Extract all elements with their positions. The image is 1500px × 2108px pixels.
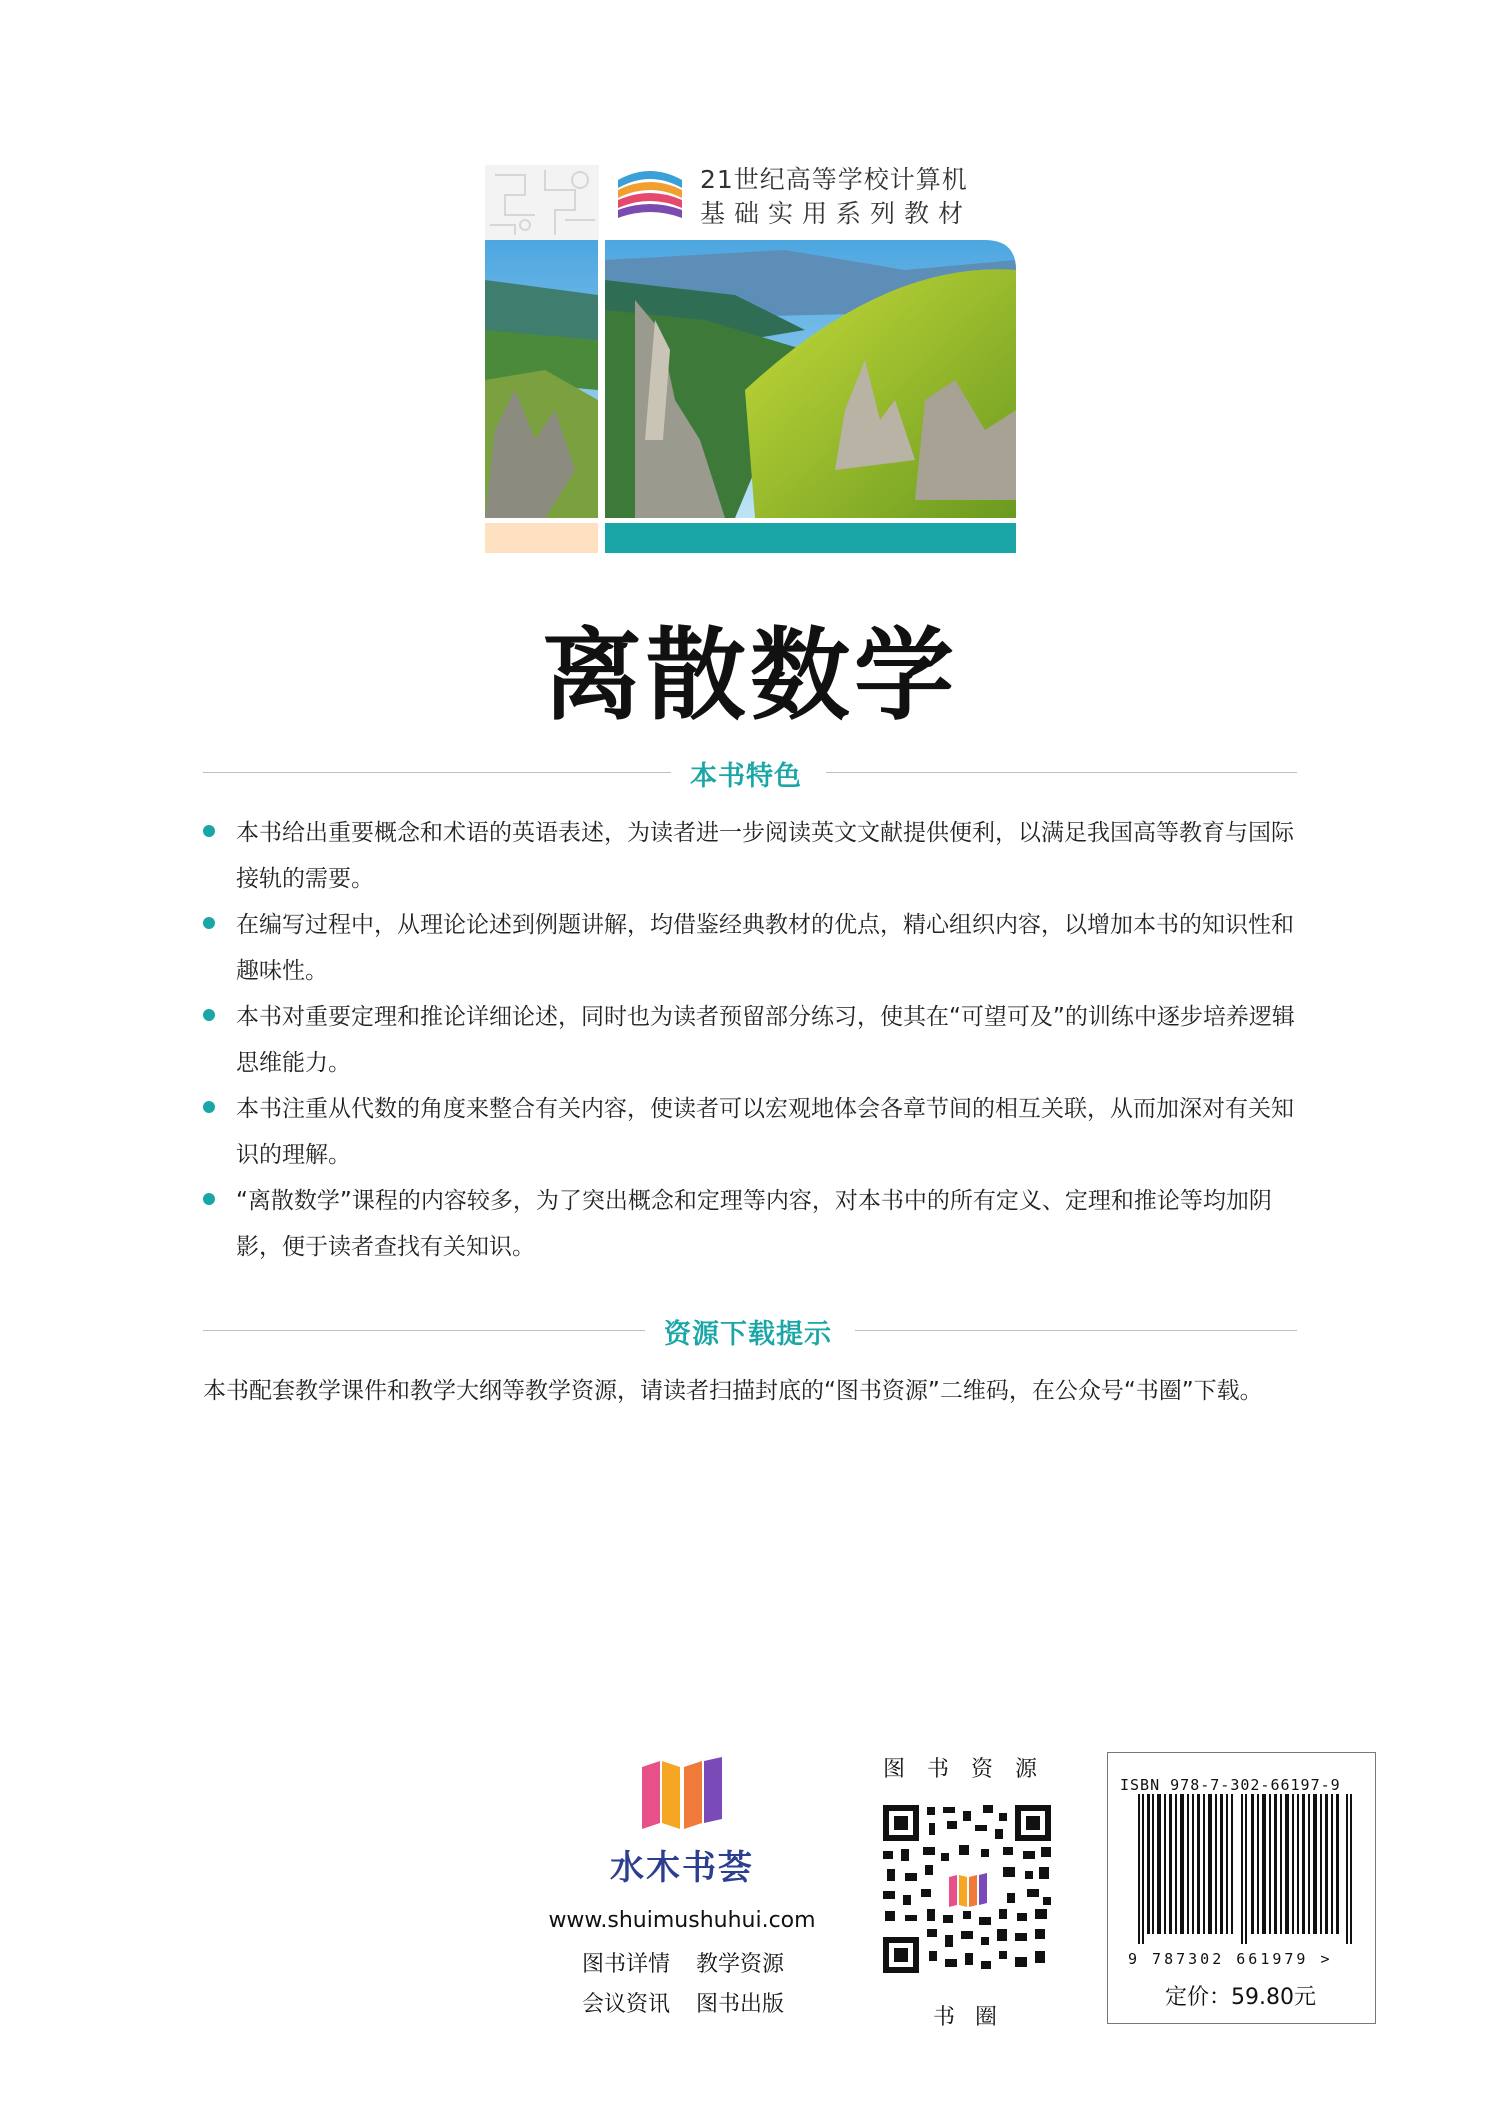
- qr-code-icon[interactable]: [883, 1805, 1051, 1973]
- bullet-icon: [203, 1009, 215, 1021]
- resources-divider-right: [855, 1330, 1297, 1331]
- feature-text: “离散数学”课程的内容较多，为了突出概念和定理等内容，对本书中的所有定义、定理和推论等均加阴影，便于读者查找有关知识。: [236, 1188, 1272, 1260]
- feature-item: [203, 1178, 1303, 1270]
- feature-text: 本书注重从代数的角度来整合有关内容，使读者可以宏观地体会各章节间的相互关联，从而加深对有关知识的理解。: [236, 1096, 1294, 1168]
- barcode-icon: [1138, 1794, 1356, 1944]
- decorative-strip-teal: [605, 523, 1016, 553]
- bullet-icon: [203, 825, 215, 837]
- link-teaching-resources[interactable]: 教学资源: [696, 1952, 785, 1977]
- feature-item: [203, 902, 1303, 994]
- qr-caption: 书圈: [933, 2005, 1018, 2030]
- cover-landscape-image: [485, 240, 1016, 518]
- barcode-digits: 9 787302 661979 >: [1128, 1950, 1333, 1968]
- decorative-pattern: [485, 165, 599, 240]
- link-conference-news[interactable]: 会议资讯: [582, 1992, 671, 2017]
- bullet-icon: [203, 1193, 215, 1205]
- feature-text: 本书给出重要概念和术语的英语表述，为读者进一步阅读英文文献提供便利，以满足我国高等教育与国际接轨的需要。: [236, 820, 1294, 892]
- publisher-logo-icon: [638, 1757, 726, 1829]
- isbn-label: ISBN 978-7-302-66197-9: [1120, 1776, 1341, 1794]
- publisher-url[interactable]: www.shuimushuhui.com: [548, 1908, 816, 1933]
- features-divider-left: [203, 772, 671, 773]
- publisher-name: 水木书荟: [610, 1848, 754, 1888]
- price-label: 定价：59.80元: [1165, 1985, 1316, 2010]
- link-book-publishing[interactable]: 图书出版: [696, 1992, 785, 2017]
- series-name-line1: 21世纪高等学校计算机: [700, 165, 968, 194]
- series-name-line2: 基础实用系列教材: [700, 199, 973, 228]
- feature-item: [203, 994, 1303, 1086]
- resources-heading: 资源下载提示: [664, 1319, 832, 1350]
- feature-item: [203, 810, 1303, 902]
- features-divider-right: [826, 772, 1297, 773]
- link-book-details[interactable]: 图书详情: [582, 1952, 671, 1977]
- qr-label: 图书资源: [883, 1757, 1060, 1782]
- resources-divider-left: [203, 1330, 645, 1331]
- feature-text: 在编写过程中，从理论论述到例题讲解，均借鉴经典教材的优点，精心组织内容，以增加本书的知识性和趣味性。: [236, 912, 1294, 984]
- book-title: 离散数学: [542, 617, 958, 734]
- feature-text: 本书对重要定理和推论详细论述，同时也为读者预留部分练习，使其在“可望可及”的训练中逐步培养逻辑思维能力。: [236, 1004, 1295, 1076]
- bullet-icon: [203, 917, 215, 929]
- features-heading: 本书特色: [690, 761, 802, 792]
- bullet-icon: [203, 1101, 215, 1113]
- resources-text: 本书配套教学课件和教学大纲等教学资源，请读者扫描封底的“图书资源”二维码，在公众号“书圈”下载。: [203, 1378, 1263, 1404]
- decorative-strip-peach: [485, 523, 598, 553]
- feature-item: [203, 1086, 1303, 1178]
- series-logo-icon: [612, 160, 688, 226]
